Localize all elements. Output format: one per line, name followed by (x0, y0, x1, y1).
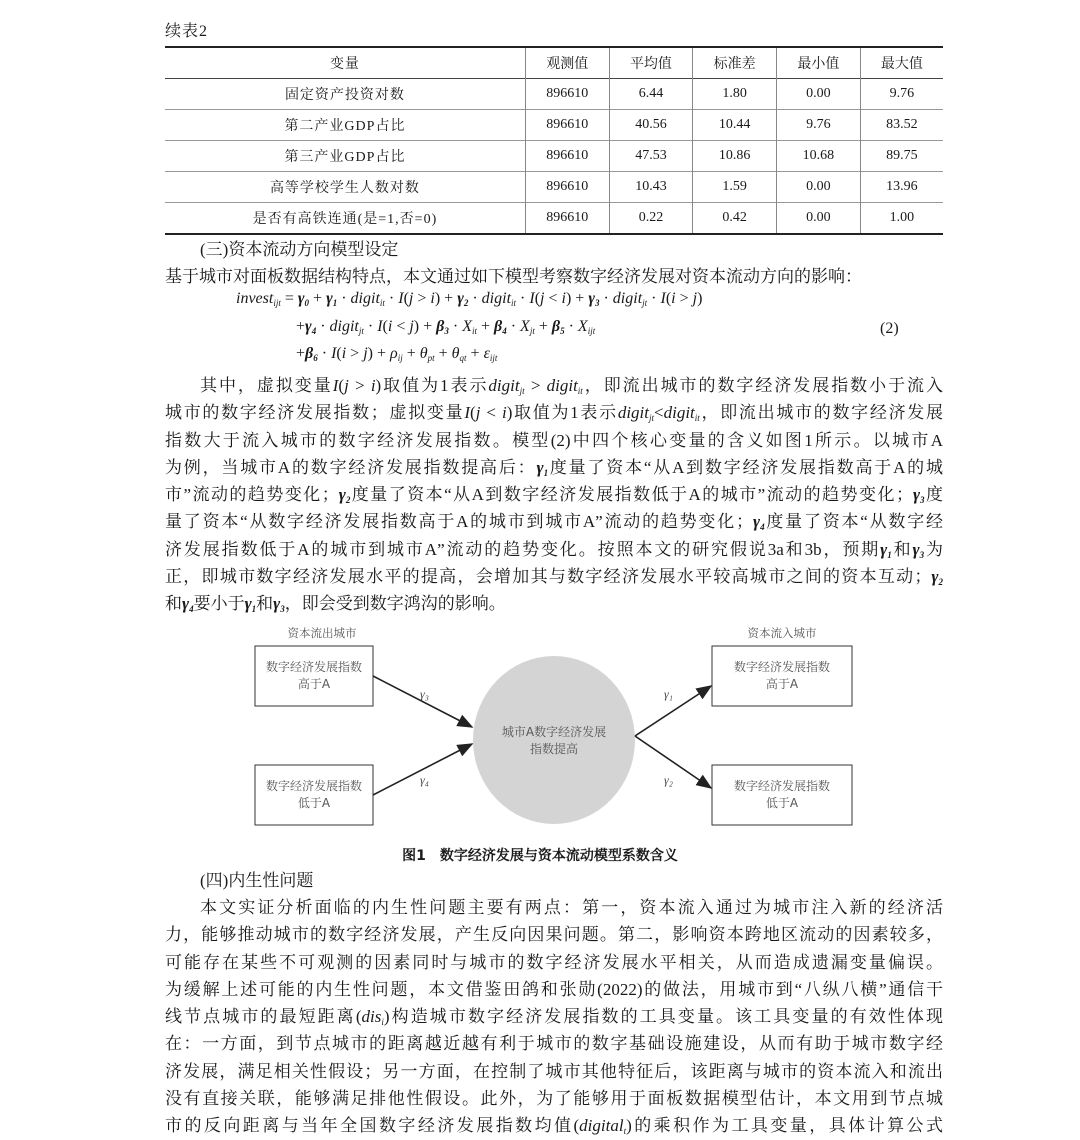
math-variable: digital$_t$ (579, 1116, 627, 1137)
math-variable: j (475, 403, 481, 423)
table-cell: 10.68 (777, 141, 861, 172)
text-line (165, 1085, 943, 1112)
math-variable: j (409, 318, 414, 335)
subscript: jt (649, 413, 655, 424)
subscript: qt (459, 353, 467, 363)
subscript: ijt (587, 326, 596, 336)
text-run: ( (534, 290, 541, 307)
center-circle (473, 656, 635, 824)
table-cell: 是否有高铁连通(是=1,否=0) (252, 212, 438, 227)
table-cell: 83.52 (860, 110, 943, 141)
math-variable: i (370, 376, 376, 395)
column-header: 标准差 (693, 47, 777, 79)
text-run: 度 (924, 485, 943, 505)
text-line (165, 399, 943, 426)
table-cell: 47.53 (609, 141, 693, 172)
math-variable: $\theta_{pt}$ (419, 345, 435, 363)
subscript: it (379, 298, 385, 308)
text-run: · (516, 290, 530, 307)
subscript: it (577, 386, 583, 396)
math-variable: i (430, 290, 435, 307)
text-line (165, 1030, 943, 1057)
text-run: 市”流动的趋势变化； (165, 485, 339, 505)
text-run: 在：一方面，到节点城市的距离越近越有利于城市的数字基础设施建设，从而有助于城市数字经 (165, 1034, 943, 1054)
table-cell: 10.86 (693, 141, 777, 172)
math-variable: I (377, 318, 383, 335)
text-line (165, 976, 943, 1003)
math-variable: dis$_i$ (361, 1007, 384, 1028)
text-run: 量了资本“从数字经济发展指数高于A的城市到城市A”流动的趋势变化； (165, 512, 754, 532)
text-run: 本文实证分析面临的内生性问题主要有两点：第一，资本流入通过为城市注入新的经济活 (200, 898, 943, 917)
subscript: 4 (189, 604, 194, 615)
table-continuation-label: 续表2 (165, 23, 209, 40)
text-run: · (564, 318, 578, 335)
table-cell: 896610 (525, 79, 609, 110)
box-in-high (712, 646, 852, 706)
subscript: 3 (280, 604, 285, 615)
gamma3-label: γ₃ (420, 687, 429, 701)
subscript: jt (642, 298, 648, 308)
text-line (165, 508, 943, 535)
column-header: 平均值 (609, 47, 693, 79)
text-run: 和 (891, 539, 913, 559)
math-variable: I (464, 403, 471, 423)
arrow-gamma1 (635, 686, 711, 736)
text-line (165, 921, 943, 948)
math-variable: digit$_{it}$ (350, 290, 385, 308)
greek-symbol: $\beta_5$ (551, 318, 565, 336)
text-run: · (337, 290, 351, 307)
table-cell: 9.76 (777, 110, 861, 141)
text-run: + (476, 318, 495, 335)
subscript: 0 (304, 298, 310, 308)
math-variable: I (332, 376, 339, 395)
table-cell: 0.00 (777, 79, 861, 110)
text-run: ( (470, 403, 476, 423)
text-run: ，即流出城市的数字经济发展指数小于流入 (582, 376, 944, 395)
subscript: jt (529, 326, 535, 336)
text-run: ，即会受到数字鸿沟的影响。 (284, 594, 506, 614)
text-run: )的乘积作为工具变量，具体计算公式 (626, 1116, 943, 1136)
text-run: ) + (565, 290, 589, 307)
text-run: < (480, 403, 502, 423)
table-cell: 896610 (525, 172, 609, 203)
text-run: + (402, 345, 420, 362)
greek-symbol: $\beta_6$ (305, 345, 318, 363)
text-line (165, 563, 943, 590)
greek-symbol: $\beta_4$ (494, 318, 507, 336)
subscript: 4 (311, 326, 317, 336)
math-variable: j (408, 290, 414, 307)
table-row (165, 110, 943, 141)
text-run: 指数大于流入城市的数字经济发展指数。模型(2)中四个核心变量的含义如图1所示。以城市A (165, 430, 943, 450)
table-cell: 896610 (525, 141, 609, 172)
text-run: · (506, 318, 521, 335)
section-3-title: (三)资本流动方向模型设定 (200, 240, 399, 259)
text-run: < (544, 290, 562, 307)
text-run: ) + (413, 318, 437, 335)
box-text: 低于A (297, 796, 331, 810)
text-run: · (468, 290, 482, 307)
text-run: 没有直接关联，能够满足排他性假设。此外，为了能够用于面板数据模型估计，本文用到节点城 (165, 1089, 943, 1109)
text-run: 为例，当城市A的数字经济发展指数提高后： (165, 457, 537, 477)
math-variable: digit$_{jt}$ (488, 376, 525, 396)
text-run: 可能存在某些不可观测的因素同时与城市的数字经济发展水平相关，从而造成遗漏变量偏误。 (165, 952, 943, 972)
subscript: 2 (463, 298, 469, 308)
table-cell: 0.00 (777, 172, 861, 203)
section-3-intro: 基于城市对面板数据结构特点，本文通过如下模型考察数字经济发展对资本流动方向的影响： (165, 267, 862, 286)
math-variable: invest$_{ijt}$ (236, 290, 281, 308)
table-cell: 第二产业GDP占比 (284, 119, 406, 134)
arrow-gamma2 (635, 736, 711, 788)
text-run: ( (382, 318, 388, 335)
box-text: 数字经济发展指数 (265, 779, 363, 793)
column-header: 观测值 (525, 47, 609, 79)
text-run: ( (336, 345, 342, 362)
text-run: ( (665, 290, 672, 307)
table-cell: 10.43 (609, 172, 693, 203)
subscript: 3 (594, 298, 600, 308)
subscript: jt (358, 326, 364, 336)
text-run: + (534, 318, 552, 335)
math-variable: I (660, 290, 666, 307)
table-cell: 896610 (525, 203, 609, 235)
math-variable: i (561, 290, 566, 307)
box-text: 高于A (297, 677, 331, 691)
text-line (165, 1058, 943, 1085)
math-variable: j (692, 290, 698, 307)
math-variable: j (344, 376, 349, 395)
table-cell: 9.76 (860, 79, 943, 110)
text-line (165, 427, 943, 454)
inflow-city-label: 资本流入城市 (747, 626, 817, 640)
greek-symbol: $\gamma_4$ (753, 512, 765, 533)
text-line (165, 372, 943, 399)
subscript: 1 (251, 604, 257, 615)
column-header: 最大值 (860, 47, 943, 79)
summary-statistics-table (165, 46, 943, 235)
section-3 (165, 236, 943, 290)
greek-symbol: $\gamma_4$ (182, 594, 194, 615)
text-line (165, 590, 943, 617)
figure-caption: 图1 数字经济发展与资本流动模型系数含义 (402, 848, 678, 864)
greek-symbol: $\gamma_3$ (588, 290, 600, 308)
text-run: > (524, 376, 547, 395)
table-cell: 固定资产投资对数 (284, 88, 405, 103)
subscript: pt (427, 353, 435, 363)
subscript: ijt (489, 353, 498, 363)
outflow-city-label: 资本流出城市 (287, 626, 357, 640)
math-variable: $\rho_{ij}$ (390, 345, 403, 363)
arrow-gamma3 (373, 676, 472, 727)
section-3-paragraph (165, 372, 943, 618)
equation-number: (2) (880, 320, 899, 337)
box-text: 数字经济发展指数 (733, 660, 831, 674)
text-run: < (654, 403, 664, 423)
subscript: 1 (332, 298, 338, 308)
text-run: )取值为1表示 (506, 403, 618, 423)
math-variable: digit$_{it}$ (663, 403, 700, 424)
box-out-low (255, 765, 373, 825)
subscript: t (623, 1126, 627, 1137)
box-in-low (712, 765, 852, 825)
greek-symbol: $\gamma_3$ (273, 594, 285, 615)
text-line (165, 481, 943, 508)
greek-symbol: $\gamma_1$ (326, 290, 338, 308)
text-run: 正，即城市数字经济发展水平的提高，会增加其与数字经济发展水平较高城市之间的资本互动； (165, 567, 932, 587)
center-text: 城市A数字经济发展 (501, 725, 607, 739)
column-header: 变量 (329, 57, 360, 72)
math-variable: j (363, 345, 368, 362)
text-run: ) + (367, 345, 391, 362)
text-run: ( (338, 376, 345, 395)
math-variable: i (671, 290, 676, 307)
math-variable: I (331, 345, 337, 362)
text-run: ) + (434, 290, 458, 307)
text-run: 济发展指数低于A的城市到城市A”流动的趋势变化。按照本文的研究假说3a和3b，预期 (165, 539, 881, 559)
subscript: 1 (543, 467, 549, 478)
text-run: 度量了资本“从A到数字经济发展指数高于A的城 (548, 457, 943, 477)
table-cell: 0.00 (777, 203, 861, 235)
math-variable: digit$_{it}$ (481, 290, 517, 308)
subscript: 3 (444, 326, 449, 336)
text-run: < (392, 318, 410, 335)
subscript: 4 (760, 522, 765, 533)
table-row (165, 79, 943, 110)
math-variable: digit$_{it}$ (546, 376, 583, 396)
greek-symbol: $\gamma_2$ (457, 290, 469, 308)
math-variable: $X_{it}$ (462, 318, 477, 336)
text-run: + (309, 290, 327, 307)
subscript: jt (519, 386, 525, 396)
table-row (165, 172, 943, 203)
greek-symbol: $\gamma_2$ (931, 567, 943, 588)
table-cell: 896610 (525, 110, 609, 141)
section-4 (165, 867, 943, 1140)
greek-symbol: $\gamma_3$ (912, 539, 925, 560)
text-run: > (413, 290, 431, 307)
table-cell: 1.59 (693, 172, 777, 203)
greek-symbol: $\gamma_2$ (338, 485, 351, 506)
math-variable: $\varepsilon_{ijt}$ (483, 345, 498, 363)
formula-line-2 (296, 318, 595, 336)
table-header-row (165, 47, 943, 79)
math-variable: $\theta_{qt}$ (451, 345, 467, 363)
table-cell: 10.44 (693, 110, 777, 141)
text-run: · (316, 318, 330, 335)
box-text: 高于A (765, 677, 799, 691)
subscript: 6 (313, 353, 318, 363)
math-variable: digit$_{jt}$ (617, 403, 655, 424)
table-cell: 40.56 (609, 110, 693, 141)
box-out-high (255, 646, 373, 706)
text-run: · (448, 318, 463, 335)
text-line (165, 1112, 943, 1139)
text-line (165, 1003, 943, 1030)
table-cell: 89.75 (860, 141, 943, 172)
table-cell: 1.00 (860, 203, 943, 235)
table-cell: 0.22 (609, 203, 693, 235)
text-run: 城市的数字经济发展指数；虚拟变量 (165, 403, 465, 423)
table-cell: 高等学校学生人数对数 (269, 181, 420, 196)
text-run: · (599, 290, 613, 307)
math-variable: I (529, 290, 535, 307)
formula-line-3 (296, 345, 497, 363)
text-run: 市的反向距离与当年全国数字经济发展指数均值( (165, 1116, 580, 1136)
text-run: > (348, 376, 371, 395)
math-variable: $X_{ijt}$ (577, 318, 596, 336)
subscript: 2 (345, 495, 351, 506)
text-run: 度量了资本“从A到数字经济发展指数低于A的城市”流动的趋势变化； (350, 485, 913, 505)
text-run: 其中，虚拟变量 (200, 376, 333, 395)
column-header: 最小值 (777, 47, 861, 79)
subscript: it (511, 298, 517, 308)
text-run: ( (403, 290, 409, 307)
table-row (165, 203, 943, 235)
subscript: 1 (887, 549, 892, 560)
text-line (165, 894, 943, 921)
text-run: · (647, 290, 661, 307)
text-run: ) (697, 290, 703, 307)
text-run: + (296, 345, 306, 362)
text-run: 济发展，满足相关性假设；另一方面，在控制了城市其他特征后，该距离与城市的资本流入和流出 (165, 1061, 943, 1081)
gamma4-label: γ₄ (420, 773, 429, 787)
math-variable: digit$_{jt}$ (612, 290, 648, 308)
math-variable: $X_{jt}$ (520, 318, 535, 336)
center-text: 指数提高 (529, 742, 579, 756)
gamma2-label: γ₂ (664, 773, 673, 787)
text-run: + (466, 345, 484, 362)
table-cell: 第三产业GDP占比 (284, 150, 406, 165)
text-run: 线节点城市的最短距离( (165, 1007, 362, 1027)
text-run: 要小于 (193, 594, 245, 614)
table-cell: 1.80 (693, 79, 777, 110)
text-run: 力，能够推动城市的数字经济发展，产生反向因果问题。第二，影响资本跨地区流动的因素较多， (165, 925, 943, 945)
math-variable: i (501, 403, 507, 423)
text-run: 和 (256, 594, 274, 614)
greek-symbol: $\beta_3$ (436, 318, 449, 336)
text-run: )取值为1表示 (375, 376, 489, 395)
text-run: + (296, 318, 306, 335)
math-variable: j (540, 290, 545, 307)
text-run: · (384, 290, 399, 307)
greek-symbol: $\gamma_3$ (912, 485, 925, 506)
subscript: 5 (560, 326, 565, 336)
section-4-paragraph (165, 894, 943, 1140)
subscript: 4 (502, 326, 507, 336)
subscript: ijt (273, 298, 281, 308)
text-run: > (675, 290, 693, 307)
text-run: ，即流出城市的数字经济发展 (699, 403, 944, 423)
subscript: ij (397, 353, 403, 363)
math-variable: digit$_{jt}$ (329, 318, 364, 336)
text-run: 为 (924, 539, 944, 559)
subscript: 2 (938, 577, 943, 588)
text-run: 为缓解上述可能的内生性问题，本文借鉴田鸽和张勋(2022)的做法，用城市到“八纵八横”通信干 (165, 979, 943, 999)
subscript: it (471, 326, 477, 336)
math-variable: i (387, 318, 393, 335)
math-variable: i (341, 345, 347, 362)
formula-line-1 (236, 290, 702, 308)
arrow-gamma4 (373, 744, 472, 795)
box-text: 数字经济发展指数 (265, 660, 363, 674)
subscript: it (694, 413, 700, 424)
subscript: 3 (919, 549, 925, 560)
table-cell: 6.44 (609, 79, 693, 110)
text-run: · (317, 345, 332, 362)
table-row (165, 141, 943, 172)
text-line (165, 536, 943, 563)
table-cell: 0.42 (693, 203, 777, 235)
text-run: )构造城市数字经济发展指数的工具变量。该工具变量的有效性体现 (383, 1007, 943, 1027)
table-cell: 13.96 (860, 172, 943, 203)
figure-1-diagram (250, 620, 860, 840)
box-text: 数字经济发展指数 (733, 779, 831, 793)
gamma1-label: γ₁ (664, 687, 673, 701)
text-line (165, 454, 943, 481)
subscript: i (381, 1017, 384, 1028)
box-text: 低于A (765, 796, 799, 810)
text-run: 和 (165, 594, 182, 614)
subscript: 3 (920, 495, 925, 506)
text-run: + (434, 345, 452, 362)
text-run: · (363, 318, 378, 335)
math-variable: I (398, 290, 404, 307)
text-run: 度量了资本“从数字经 (764, 512, 943, 532)
greek-symbol: $\gamma_1$ (244, 594, 257, 615)
greek-symbol: $\gamma_1$ (536, 457, 549, 478)
greek-symbol: $\gamma_4$ (305, 318, 317, 336)
text-run: = (280, 290, 298, 307)
text-line (165, 949, 943, 976)
section-4-title: (四)内生性问题 (200, 871, 314, 890)
greek-symbol: $\gamma_0$ (297, 290, 310, 308)
text-run: > (346, 345, 364, 362)
greek-symbol: $\gamma_1$ (880, 539, 892, 560)
